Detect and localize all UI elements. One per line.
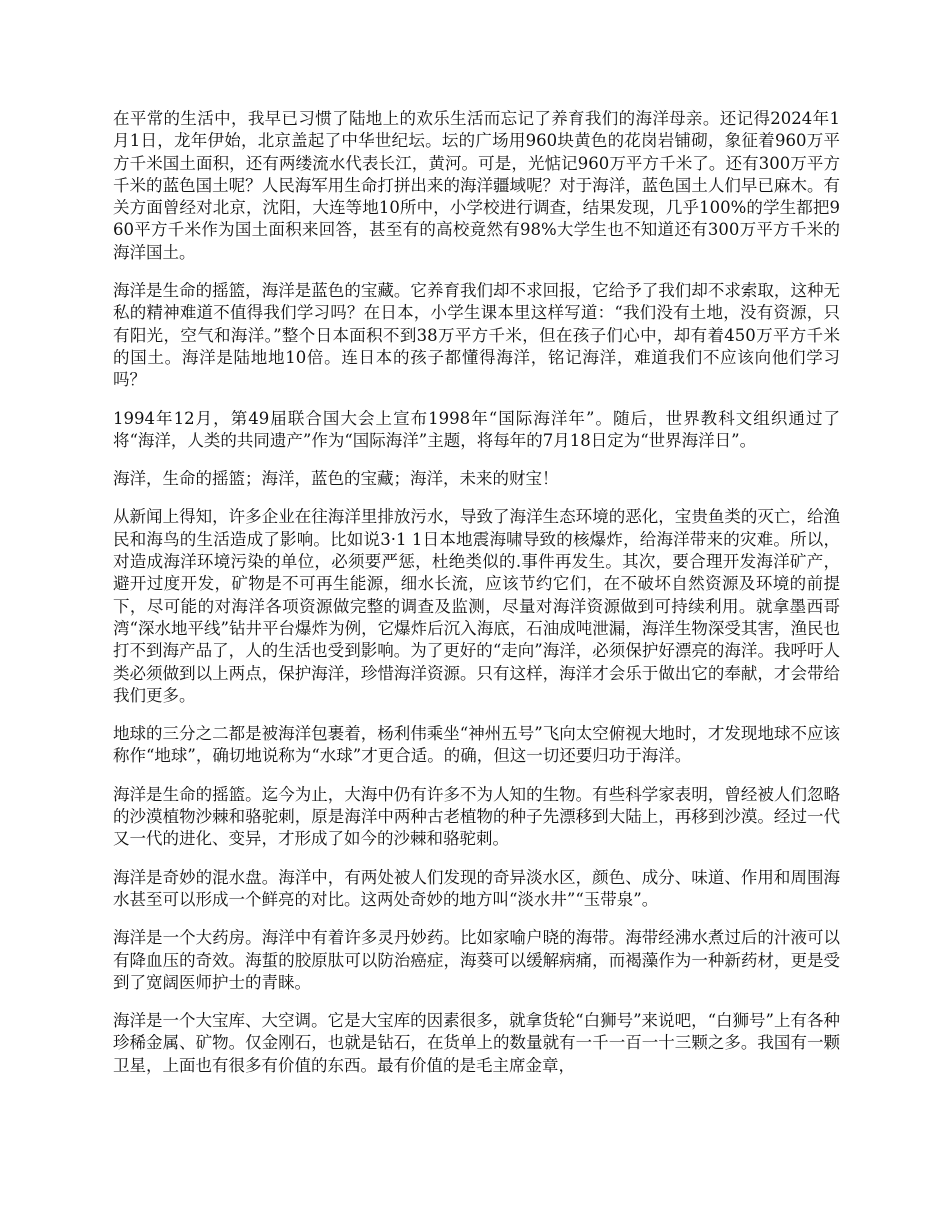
paragraph-5: 从新闻上得知，许多企业在往海洋里排放污水，导致了海洋生态环境的恶化，宝贵鱼类的灭亡，给渔民和海鸟的生活造成了影响。比如说3·1 1日本地震海啸导致的核爆炸，给海洋带来的灾难。所以，对造成海洋环境污染的单位，必须要严惩，杜绝类似的.事件再发生。其次，要合理开发海洋矿产，避开过度开发，矿物是不可再生能源，细水长流，应该节约它们，在不破坏自然资源及环境的前提下，尽可能的对海洋各项资源做完整的调查及监测，尽量对海洋资源做到可持续利用。就拿墨西哥湾“深水地平线”钻井平台爆炸为例，它爆炸后沉入海底，石油成吨泄漏，海洋生物深受其害，渔民也打不到海产品了，人的生活也受到影响。为了更好的“走向”海洋，必须保护好漂亮的海洋。我呼吁人类必须做到以上两点，保护海洋，珍惜海洋资源。只有这样，海洋才会乐于做出它的奉献，才会带给我们更多。 [113,507,840,705]
paragraph-9: 海洋是一个大药房。海洋中有着许多灵丹妙药。比如家喻户晓的海带。海带经沸水煮过后的汁液可以有降血压的奇效。海蜇的胶原肽可以防治癌症，海葵可以缓解病痛，而褐藻作为一种新药材，更是受到了宽阔医师护士的青睐。 [113,928,840,992]
paragraph-7: 海洋是生命的摇篮。迄今为止，大海中仍有许多不为人知的生物。有些科学家表明，曾经被人们忽略的沙漠植物沙棘和骆驼刺，原是海洋中两种古老植物的种子先漂移到大陆上，再移到沙漠。经过一代又一代的进化、变异，才形成了如今的沙棘和骆驼刺。 [113,784,840,849]
paragraph-2: 海洋是生命的摇篮，海洋是蓝色的宝藏。它养育我们却不求回报，它给予了我们却不求索取，这种无私的精神难道不值得我们学习吗？在日本，小学生课本里这样写道：“我们没有土地，没有资源，只有阳光，空气和海洋。”整个日本面积不到38万平方千米，但在孩子们心中，却有着450万平方千米的国土。海洋是陆地地10倍。连日本的孩子都懂得海洋，铭记海洋，难道我们不应该向他们学习吗？ [113,281,840,390]
paragraph-6: 地球的三分之二都是被海洋包裹着，杨利伟乘坐“神州五号”飞向太空俯视大地时，才发现地球不应该称作“地球”，确切地说称为“水球”才更合适。的确，但这一切还要归功于海洋。 [113,724,840,766]
document-body [113,108,840,1093]
paragraph-1: 在平常的生活中，我早已习惯了陆地上的欢乐生活而忘记了养育我们的海洋母亲。还记得2024年1月1日，龙年伊始，北京盖起了中华世纪坛。坛的广场用960块黄色的花岗岩铺砌，象征着960万平方千米国土面积，还有两缕流水代表长江，黄河。可是，光惦记960万平方千米了。还有300万平方千米的蓝色国土呢？人民海军用生命打拼出来的海洋疆域呢？对于海洋，蓝色国土人们早已麻木。有关方面曾经对北京，沈阳，大连等地10所中，小学校进行调查，结果发现，几乎100%的学生都把960平方千米作为国土面积来回答，甚至有的高校竟然有98%大学生也不知道还有300万平方千米的海洋国土。 [113,109,840,262]
paragraph-3: 1994年12月，第49届联合国大会上宣布1998年“国际海洋年”。随后，世界教科文组织通过了将“海洋，人类的共同遗产”作为“国际海洋”主题，将每年的7月18日定为“世界海洋日”。 [113,408,840,450]
paragraph-10: 海洋是一个大宝库、大空调。它是大宝库的因素很多，就拿货轮“白狮号”来说吧，“白狮号”上有各种珍稀金属、矿物。仅金刚石，也就是钻石，在货单上的数量就有一千一百一十三颗之多。我国有一颗卫星，上面也有很多有价值的东西。最有价值的是毛主席金章， [113,1011,840,1075]
paragraph-8: 海洋是奇妙的混水盘。海洋中，有两处被人们发现的奇异淡水区，颜色、成分、味道、作用和周围海水甚至可以形成一个鲜亮的对比。这两处奇妙的地方叫“淡水井”“玉带泉”。 [113,867,840,909]
paragraph-4: 海洋，生命的摇篮；海洋，蓝色的宝藏；海洋，未来的财宝！ [113,469,559,489]
